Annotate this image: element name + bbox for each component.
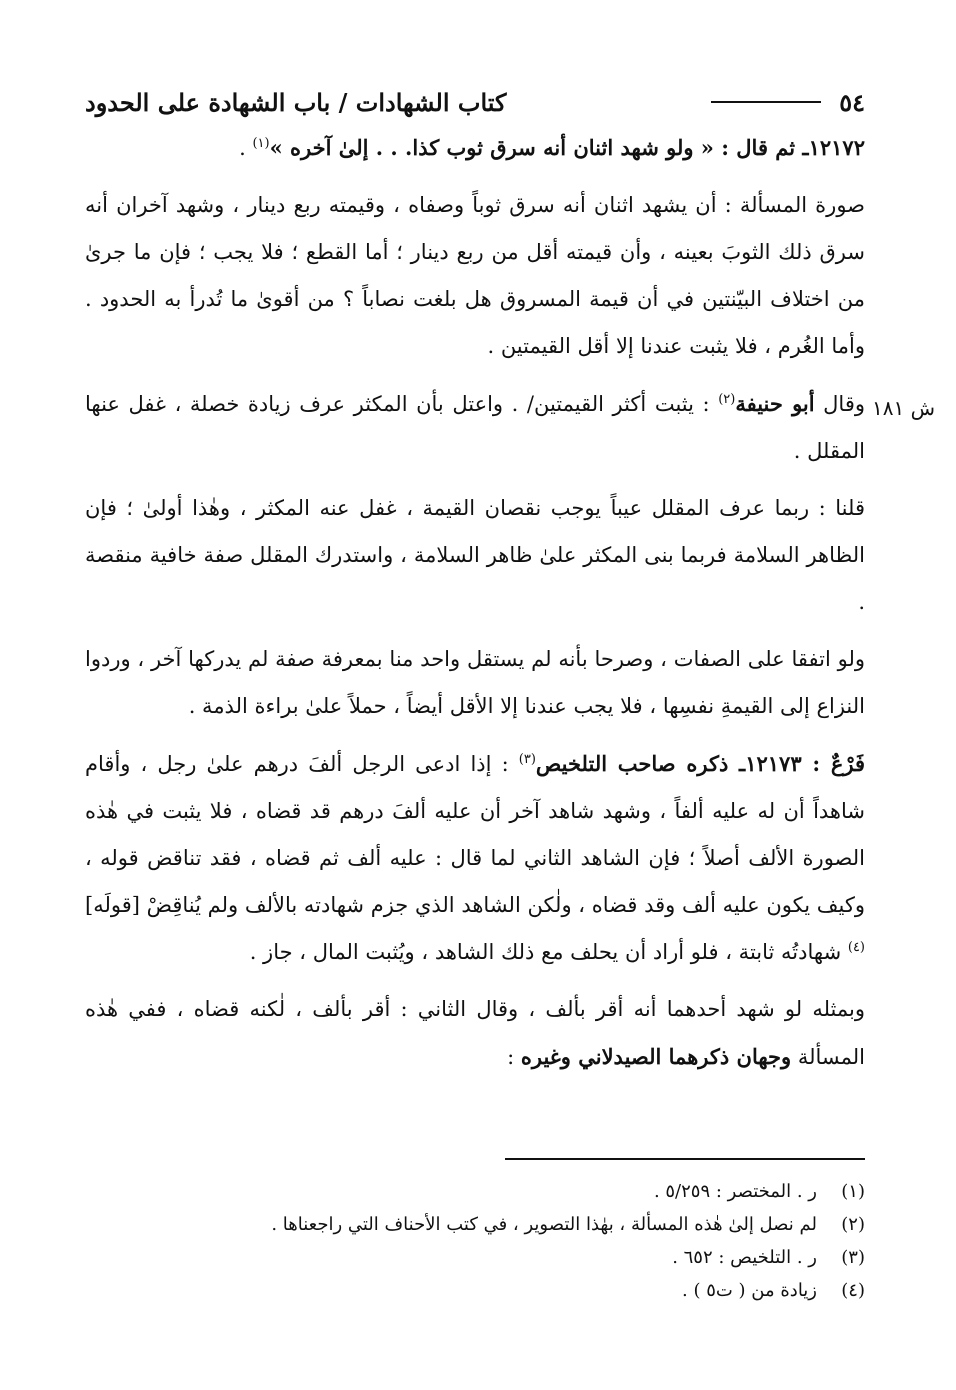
paragraph-5: ولو اتفقا على الصفات ، وصرحا بأنه لم يستقل واحد منا بمعرفة صفة لم يدركها آخر ، وردوا النزاع إلى القيمةِ نفسِها ، فلا يجب عندنا إلا الأقل أيضاً ، حملاً علىٰ براءة الذمة . <box>85 647 865 718</box>
footnote-ref-3: (٣) <box>518 752 536 767</box>
footnote-text: ر . المختصر : ٥/٢٥٩ . <box>653 1181 817 1202</box>
p1-tail: . <box>239 136 253 160</box>
footnote-3 <box>150 1241 865 1274</box>
p7-a: وبمثله لو شهد أحدهما أنه أقر بألف ، وقال الثاني : أقر بألف ، لٰكنه قضاه ، ففي هٰذه المسألة <box>85 997 865 1069</box>
p3-bold: أبو حنيفة <box>735 391 815 416</box>
main-text <box>85 124 865 1081</box>
p3-b: : يثبت أكثر القيمتين/ . واعتل بأن المكثر عرف زيادة خصلة ، غفل عنها المقلل . <box>85 392 865 463</box>
p6-a: : إذا ادعى الرجل ألفَ درهم علىٰ رجل ، وأقام شاهداً أن له عليه ألفاً ، وشهد شاهد آخر أن عليه ألفَ درهم قد قضاه ، فلا يثبت في هٰذه الصورة الألف أصلاً ؛ فإن الشاهد الثاني لما قال : عليه ألف ثم قضاه ، فقد تناقض قوله ، وكيف يكون عليه ألف وقد قضاه ، ولٰكن الشاهد الذي جزم شهادته بالألف ولم يُناقِضْ [قولَه] <box>85 752 865 917</box>
paragraph-2: صورة المسألة : أن يشهد اثنان أنه سرق ثوباً وصفاه ، وقيمته ربع دينار ، وشهد آخران أنه سرق ذلك الثوبَ بعينه ، وأن قيمته أقل من ربع دينار ؛ أما القطع ؛ فلا يجب ؛ فإن ما جرىٰ من اختلاف البيّنتين في أن قيمة المسروق هل بلغت نصاباً ؟ من أقوىٰ ما تُدرأ به الحدود . وأما الغُرم ، فلا يثبت عندنا إلا أقل القيمتين . <box>85 193 866 358</box>
p6-lead: فَرْعٌ : ١٢١٧٣ـ ذكره صاحب التلخيص <box>535 751 866 776</box>
footnote-ref-2: (٢) <box>718 392 736 407</box>
p1-lead: ١٢١٧٢ـ ثم قال : « ولو شهد اثنان أنه سرق ثوب كذا. . . إلىٰ آخره » <box>269 135 865 160</box>
footnote-ref-4: (٤) <box>847 940 865 955</box>
footnote-rule <box>505 1158 865 1160</box>
footnotes <box>150 1175 865 1307</box>
p6-b: شهادتُه ثابتة ، فلو أراد أن يحلف مع ذلك الشاهد ، ويُثبت المال ، جاز . <box>249 940 848 964</box>
footnote-4 <box>150 1274 865 1307</box>
p7-bold: وجهان ذكرهما الصيدلاني وغيره <box>520 1044 792 1069</box>
running-head <box>85 80 865 124</box>
footnote-text: ر . التلخيص : ٦٥٢ . <box>672 1247 817 1268</box>
footnote-ref-1: (١) <box>252 136 270 151</box>
paragraph-1 <box>85 124 865 172</box>
header-title: كتاب الشهادات / باب الشهادة على الحدود <box>85 87 507 117</box>
footnote-number: (٤) <box>841 1280 865 1301</box>
footnote-2 <box>150 1208 865 1241</box>
header-rule <box>711 101 821 103</box>
footnote-1 <box>150 1175 865 1208</box>
paragraph-4: قلنا : ربما عرف المقلل عيباً يوجب نقصان القيمة ، غفل عنه المكثر ، وهٰذا أولىٰ ؛ فإن الظاهر السلامة فربما بنى المكثر علىٰ ظاهر السلامة ، واستدرك المقلل صفة خافية منقصة . <box>85 496 865 614</box>
paragraph-3 <box>85 380 865 475</box>
footnote-text: لم نصل إلىٰ هٰذه المسألة ، بهٰذا التصوير ، في كتب الأحناف التي راجعناها . <box>271 1214 817 1235</box>
footnote-number: (١) <box>841 1181 865 1202</box>
page-number: ٥٤ <box>839 87 865 117</box>
footnote-text: زيادة من ( ت٥ ) . <box>682 1280 817 1301</box>
footnote-number: (٢) <box>841 1214 865 1235</box>
page <box>85 80 865 1081</box>
p3-a: وقال <box>814 392 865 416</box>
header-title-wrap <box>711 88 865 117</box>
margin-note: ش ١٨١ <box>872 396 936 420</box>
p7-b: : <box>507 1045 521 1069</box>
paragraph-6 <box>85 740 865 976</box>
footnote-number: (٣) <box>841 1247 865 1268</box>
paragraph-7 <box>85 986 865 1081</box>
